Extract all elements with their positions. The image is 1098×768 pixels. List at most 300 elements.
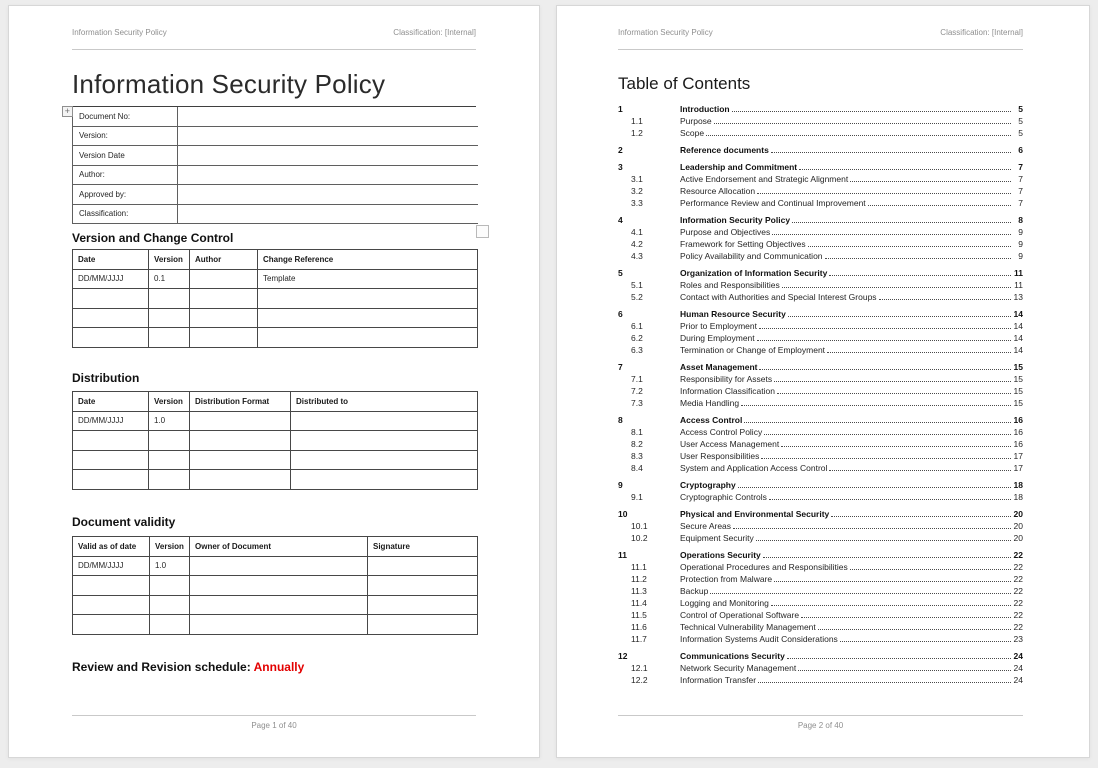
table-cell[interactable] [190,269,258,289]
toc-dot-leader [801,609,1011,618]
toc-entry[interactable] [618,573,1023,585]
table-cell[interactable] [150,595,190,615]
doc-info-value[interactable] [178,166,478,185]
toc-entry-title: Access Control [680,415,743,425]
toc-entry-number: 7.3 [631,398,643,408]
section-heading-distribution: Distribution [72,370,140,385]
table-cell[interactable] [150,576,190,596]
toc-entry-page: 22 [1013,598,1023,608]
toc-entry[interactable] [618,662,1023,674]
toc-entry-title: Control of Operational Software [680,610,800,620]
toc-entry[interactable] [618,127,1023,139]
toc-dot-leader [787,650,1011,659]
toc-entry-page: 22 [1013,574,1023,584]
toc-dot-leader [706,127,1011,136]
toc-entry-number: 11.1 [631,562,647,572]
toc-entry-number: 6.1 [631,321,643,331]
toc-entry-page: 15 [1013,386,1023,396]
table-header-row [73,391,478,411]
toc-dot-leader [764,426,1011,435]
table-cell[interactable] [149,289,190,309]
toc-entry[interactable] [618,214,1023,226]
toc-dot-leader [850,561,1011,570]
toc-entry-title: Performance Review and Continual Improvement [680,198,866,208]
toc-entry-page: 24 [1013,651,1023,661]
toc-entry-number: 11.7 [631,634,647,644]
toc-dot-leader [798,662,1011,671]
toc-entry[interactable] [618,414,1023,426]
toc-entry-page: 6 [1018,145,1023,155]
toc-title: Table of Contents [618,74,751,93]
toc-entry[interactable] [618,426,1023,438]
table-cell[interactable] [73,308,149,328]
toc-entry-page: 7 [1018,186,1023,196]
table-header-row [73,250,478,270]
toc-entry-number: 4.1 [631,227,643,237]
toc-entry[interactable] [618,532,1023,544]
toc-entry-number: 5 [618,268,623,278]
table-cell[interactable] [190,328,258,348]
table-row [73,576,478,596]
table-cell[interactable] [73,595,150,615]
toc-dot-leader [710,585,1011,594]
page1-page-number: Page 1 of 40 [251,721,297,730]
table-cell[interactable]: DD/MM/JJJJ [73,411,149,431]
table-row [73,470,478,490]
doc-info-row [72,166,478,186]
toc-entry-page: 7 [1018,198,1023,208]
toc-dot-leader [759,320,1011,329]
toc-dot-leader [829,267,1011,276]
toc-entry-page: 15 [1013,398,1023,408]
toc-entry-number: 11.5 [631,610,647,620]
toc-entry-title: Network Security Management [680,663,797,673]
table-row [73,411,478,431]
doc-info-table [72,107,478,224]
toc-entry-title: User Responsibilities [680,451,760,461]
toc-entry[interactable] [618,609,1023,621]
toc-entry-number: 1 [618,104,623,114]
toc-entry-number: 1.2 [631,128,643,138]
toc-entry[interactable] [618,650,1023,662]
toc-dot-leader [757,332,1011,341]
toc-entry[interactable] [618,238,1023,250]
toc-entry[interactable] [618,621,1023,633]
doc-info-label: Classification: [72,205,178,224]
toc-entry-page: 5 [1018,104,1023,114]
page1-footer [72,715,476,730]
table-cell[interactable] [149,450,190,470]
table-cell[interactable] [190,615,368,635]
toc-entry-number: 9.1 [631,492,643,502]
doc-info-value[interactable] [178,205,478,224]
distribution-table [72,391,478,490]
toc-dot-leader [808,238,1011,247]
toc-entry-number: 7.2 [631,386,643,396]
table-cell[interactable] [291,470,478,490]
version-control-table [72,249,478,348]
toc-entry[interactable] [618,226,1023,238]
doc-info-label: Document No: [72,107,178,126]
table-cell[interactable] [368,615,478,635]
toc-entry[interactable] [618,385,1023,397]
toc-entry-title: Media Handling [680,398,740,408]
toc-dot-leader [758,674,1011,683]
toc-entry-page: 9 [1018,227,1023,237]
table-cell[interactable]: 1.0 [149,411,190,431]
toc-dot-leader [771,144,1011,153]
toc-entry-page: 18 [1013,492,1023,502]
toc-list [618,103,1023,686]
table-cell[interactable] [73,470,149,490]
toc-entry-title: Introduction [680,104,730,114]
toc-entry-number: 4.3 [631,251,643,261]
table-cell[interactable] [190,450,291,470]
table-cell[interactable] [149,470,190,490]
toc-entry-title: Physical and Environmental Security [680,509,830,519]
toc-entry-page: 16 [1013,415,1023,425]
document-title: Information Security Policy + [72,68,476,107]
toc-entry-number: 8 [618,415,623,425]
document-validity-table [72,536,478,635]
toc-entry[interactable] [618,361,1023,373]
table-header-cell: Distributed to [291,391,478,411]
toc-dot-leader [738,479,1011,488]
toc-entry-page: 23 [1013,634,1023,644]
table-cell[interactable] [150,615,190,635]
page2-page-number: Page 2 of 40 [797,721,844,730]
doc-info-value[interactable] [178,107,478,126]
toc-entry-page: 20 [1013,521,1023,531]
toc-entry[interactable] [618,279,1023,291]
table-cell[interactable] [258,328,478,348]
toc-entry-title: Prior to Employment [680,321,757,331]
table-cell[interactable] [190,556,368,576]
toc-entry[interactable] [618,520,1023,532]
toc-entry-page: 20 [1013,509,1023,519]
toc-entry[interactable] [618,549,1023,561]
toc-entry-title: Reference documents [680,145,769,155]
toc-entry-title: Logging and Monitoring [680,598,769,608]
toc-entry-title: Active Endorsement and Strategic Alignment [680,174,849,184]
toc-entry-page: 11 [1014,280,1023,290]
toc-entry-page: 24 [1013,663,1023,673]
table-header-cell: Version [149,391,190,411]
table-cell[interactable] [291,450,478,470]
table-row [73,556,478,576]
table-cell[interactable] [190,411,291,431]
table-header-cell: Version [149,250,190,270]
toc-entry-title: Resource Allocation [680,186,756,196]
toc-entry-page: 22 [1013,550,1023,560]
toc-entry[interactable] [618,674,1023,686]
toc-dot-leader [769,491,1011,500]
document-page-1 [8,5,540,758]
table-header-cell: Distribution Format [190,391,291,411]
toc-entry-page: 17 [1013,451,1023,461]
toc-entry-number: 11.2 [631,574,647,584]
toc-entry[interactable] [618,633,1023,645]
toc-entry-number: 11.4 [631,598,647,608]
table-cell[interactable] [258,289,478,309]
toc-entry-title: Cryptographic Controls [680,492,767,502]
toc-entry-title: Information Systems Audit Considerations [680,634,838,644]
toc-dot-leader [840,633,1011,642]
toc-entry-title: Organization of Information Security [680,268,828,278]
toc-dot-leader [782,279,1011,288]
toc-dot-leader [827,344,1011,353]
toc-dot-leader [771,597,1011,606]
toc-entry-page: 14 [1013,309,1023,319]
toc-entry[interactable] [618,308,1023,320]
toc-entry[interactable] [618,438,1023,450]
toc-dot-leader [825,250,1011,259]
table-header-cell: Owner of Document [190,536,368,556]
toc-dot-leader [759,361,1011,370]
doc-info-value[interactable] [178,127,478,146]
table-cell[interactable] [368,576,478,596]
toc-entry-number: 11 [618,550,627,560]
toc-entry-title: Operational Procedures and Responsibilities [680,562,848,572]
doc-info-label: Version Date [72,146,178,165]
doc-info-value[interactable] [178,185,478,204]
toc-entry[interactable] [618,332,1023,344]
toc-entry-title: Human Resource Security [680,309,786,319]
toc-dot-leader [733,520,1011,529]
toc-entry-page: 22 [1013,586,1023,596]
toc-entry[interactable] [618,161,1023,173]
table-cell[interactable] [258,308,478,328]
table-cell[interactable] [291,431,478,451]
toc-entry-page: 5 [1018,128,1023,138]
toc-dot-leader [741,397,1011,406]
toc-entry-title: Policy Availability and Communication [680,251,823,261]
toc-entry-title: Asset Management [680,362,758,372]
table-cell[interactable]: 0.1 [149,269,190,289]
toc-entry-number: 4 [618,215,623,225]
toc-entry-page: 14 [1013,321,1023,331]
toc-entry-title: User Access Management [680,439,780,449]
table-cell[interactable] [291,411,478,431]
toc-dot-leader [818,621,1011,630]
table-cell[interactable] [190,576,368,596]
toc-entry-number: 8.2 [631,439,643,449]
table-cell[interactable] [190,308,258,328]
table-row [73,595,478,615]
toc-entry[interactable] [618,462,1023,474]
toc-entry[interactable] [618,250,1023,262]
table-cell[interactable] [73,450,149,470]
toc-entry-page: 22 [1013,622,1023,632]
toc-entry-page: 9 [1018,239,1023,249]
toc-entry-title: Purpose [680,116,712,126]
toc-dot-leader [781,438,1011,447]
toc-dot-leader [757,185,1011,194]
toc-entry-page: 8 [1018,215,1023,225]
toc-entry-number: 3 [618,162,623,172]
table-cell[interactable] [149,308,190,328]
toc-dot-leader [774,573,1011,582]
toc-entry[interactable] [618,373,1023,385]
toc-entry[interactable] [618,585,1023,597]
toc-entry-page: 15 [1013,374,1023,384]
toc-entry-page: 5 [1018,116,1023,126]
toc-entry-title: Leadership and Commitment [680,162,798,172]
toc-dot-leader [850,173,1011,182]
toc-entry-page: 22 [1013,562,1023,572]
toc-entry-title: Information Transfer [680,675,757,685]
doc-info-row [72,146,478,166]
table-cell[interactable] [368,556,478,576]
toc-entry[interactable] [618,267,1023,279]
doc-info-label: Author: [72,166,178,185]
toc-entry[interactable] [618,291,1023,303]
toc-entry[interactable] [618,173,1023,185]
table-move-handle-icon[interactable]: + [62,106,73,117]
toc-entry-number: 10.1 [631,521,648,531]
table-cell[interactable]: Template [258,269,478,289]
toc-entry[interactable] [618,344,1023,356]
toc-entry[interactable] [618,491,1023,503]
table-cell[interactable] [190,470,291,490]
table-row [73,615,478,635]
table-cell[interactable]: DD/MM/JJJJ [73,269,149,289]
doc-info-label: Version: [72,127,178,146]
toc-entry-title: Termination or Change of Employment [680,345,826,355]
table-cell[interactable] [73,576,150,596]
toc-entry-title: Protection from Malware [680,574,773,584]
toc-entry-number: 3.1 [631,174,643,184]
toc-entry-title: Information Security Policy [680,215,791,225]
toc-entry[interactable] [618,185,1023,197]
table-row [73,269,478,289]
toc-entry-title: Framework for Setting Objectives [680,239,806,249]
table-cell[interactable] [190,289,258,309]
doc-info-label: Approved by: [72,185,178,204]
table-cell[interactable] [368,595,478,615]
toc-entry-page: 7 [1018,174,1023,184]
review-schedule-value: Annually [253,659,305,674]
toc-entry-title: Responsibility for Assets [680,374,773,384]
table-header-cell: Date [73,391,149,411]
toc-entry[interactable] [618,103,1023,115]
header-doc-name: Information Security Policy [618,28,713,37]
toc-entry[interactable] [618,115,1023,127]
toc-entry-title: Equipment Security [680,533,754,543]
section-heading-version-control: Version and Change Control [72,231,476,245]
toc-entry-number: 12.2 [631,675,648,685]
toc-dot-leader [756,532,1011,541]
toc-entry-number: 5.1 [631,280,643,290]
table-header-cell: Valid as of date [73,536,150,556]
doc-info-value[interactable] [178,146,478,165]
toc-entry-number: 3.2 [631,186,643,196]
table-header-cell: Date [73,250,149,270]
toc-entry-title: Cryptography [680,480,736,490]
toc-entry-title: Scope [680,128,705,138]
table-cell[interactable] [190,595,368,615]
table-row [73,431,478,451]
toc-entry-title: Information Classification [680,386,775,396]
toc-entry-number: 6.2 [631,333,643,343]
table-row [73,289,478,309]
toc-entry[interactable] [618,197,1023,209]
toc-entry-number: 9 [618,480,623,490]
toc-entry[interactable] [618,450,1023,462]
table-cell[interactable] [73,328,149,348]
toc-entry-title: Technical Vulnerability Management [680,622,816,632]
toc-entry[interactable] [618,320,1023,332]
toc-entry-number: 8.1 [631,427,643,437]
table-cell[interactable] [149,431,190,451]
table-row [73,328,478,348]
toc-dot-leader [714,115,1011,124]
table-cell[interactable] [73,615,150,635]
toc-dot-leader [879,291,1011,300]
toc-entry-number: 3.3 [631,198,643,208]
table-header-cell: Version [150,536,190,556]
toc-entry-number: 2 [618,145,623,155]
review-schedule-line [72,660,476,675]
toc-entry[interactable] [618,508,1023,520]
review-schedule-label: Review and Revision schedule: [72,659,254,674]
toc-entry-number: 8.3 [631,451,643,461]
toc-entry-page: 9 [1018,251,1023,261]
toc-dot-leader [799,161,1011,170]
toc-entry-title: Roles and Responsibilities [680,280,780,290]
table-cell[interactable] [190,431,291,451]
toc-entry-page: 20 [1013,533,1023,543]
page2-footer [618,715,1023,730]
toc-entry-number: 6.3 [631,345,643,355]
toc-entry[interactable] [618,144,1023,156]
toc-dot-leader [829,462,1011,471]
toc-dot-leader [744,414,1011,423]
table-cell[interactable] [73,431,149,451]
table-cell[interactable] [149,328,190,348]
toc-entry-page: 14 [1013,345,1023,355]
page2-running-header [618,28,1023,50]
toc-dot-leader [772,226,1011,235]
table-row [73,450,478,470]
toc-entry[interactable] [618,561,1023,573]
table-cell[interactable]: DD/MM/JJJJ [73,556,150,576]
toc-entry-number: 8.4 [631,463,643,473]
table-cell[interactable]: 1.0 [150,556,190,576]
section-heading-document-validity: Document validity [72,514,176,529]
toc-entry-page: 17 [1013,463,1023,473]
toc-entry-title: Purpose and Objectives [680,227,771,237]
toc-entry[interactable] [618,597,1023,609]
toc-entry-page: 16 [1013,427,1023,437]
table-cell[interactable] [73,289,149,309]
header-classification: Classification: [Internal] [393,28,476,37]
toc-entry-number: 6 [618,309,623,319]
toc-entry-page: 14 [1013,333,1023,343]
toc-entry[interactable] [618,479,1023,491]
toc-dot-leader [761,450,1011,459]
toc-entry-page: 7 [1018,162,1023,172]
doc-info-row [72,205,478,225]
toc-entry-title: Communications Security [680,651,785,661]
doc-info-row [72,127,478,147]
toc-entry-number: 5.2 [631,292,643,302]
toc-entry-page: 16 [1013,439,1023,449]
anchor-checkbox[interactable] [476,225,489,238]
toc-entry-page: 11 [1014,268,1023,278]
toc-entry[interactable] [618,397,1023,409]
toc-entry-page: 18 [1013,480,1023,490]
